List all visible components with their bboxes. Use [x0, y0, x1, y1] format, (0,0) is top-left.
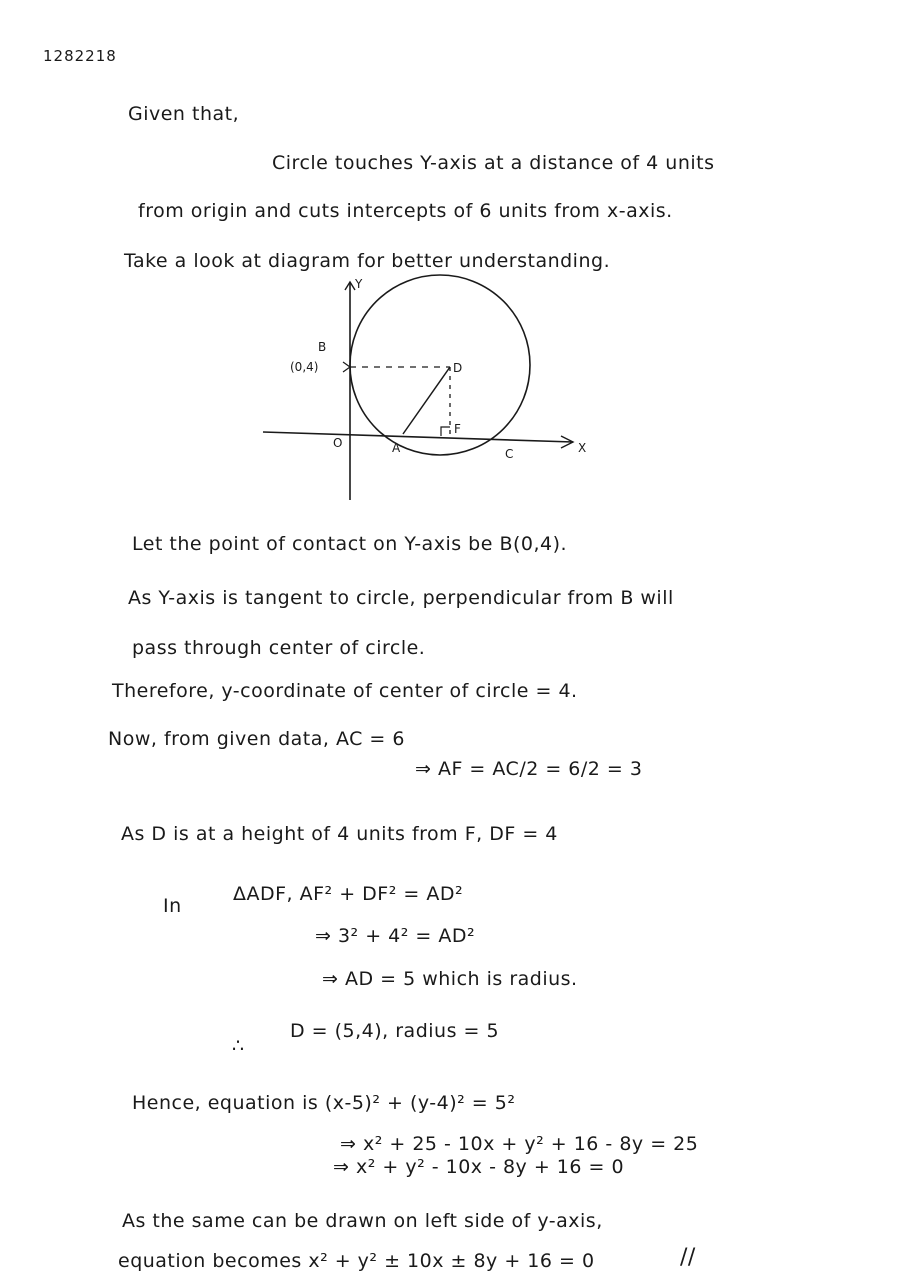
solution-line-8: ΔADF, AF² + DF² = AD²	[233, 883, 464, 905]
point-c-label: C	[505, 447, 514, 461]
therefore-symbol: ∴	[232, 1035, 245, 1057]
x-axis-label: X	[578, 441, 587, 455]
solution-line-15: As the same can be drawn on left side of y-axis,	[122, 1210, 603, 1232]
solution-line-9: ⇒ 3² + 4² = AD²	[315, 925, 476, 947]
point-b-coordinates: (0,4)	[290, 360, 319, 374]
solution-line-12: Hence, equation is (x-5)² + (y-4)² = 5²	[132, 1092, 516, 1114]
solution-line-11: D = (5,4), radius = 5	[290, 1020, 500, 1042]
given-line-3: Take a look at diagram for better understanding.	[124, 250, 611, 272]
segment-ad	[403, 367, 450, 434]
point-a-label: A	[392, 441, 401, 455]
y-axis-label: Y	[355, 277, 363, 291]
solution-line-10: ⇒ AD = 5 which is radius.	[322, 968, 578, 990]
solution-line-1: Let the point of contact on Y-axis be B(0,4).	[132, 533, 568, 555]
solution-line-4: Therefore, y-coordinate of center of circle = 4.	[112, 680, 578, 702]
solution-line-6: ⇒ AF = AC/2 = 6/2 = 3	[415, 758, 643, 780]
given-line-1: Circle touches Y-axis at a distance of 4 units	[272, 152, 715, 174]
completion-mark: //	[680, 1245, 696, 1270]
origin-label: O	[333, 436, 343, 450]
solution-line-3: pass through center of circle.	[132, 637, 426, 659]
point-f-label: F	[454, 422, 461, 436]
solution-line-14: ⇒ x² + y² - 10x - 8y + 16 = 0	[333, 1156, 625, 1178]
circle-diagram	[255, 270, 615, 505]
right-angle-marker	[441, 427, 450, 436]
solution-in-label: In	[163, 895, 182, 917]
solution-line-2: As Y-axis is tangent to circle, perpendicular from B will	[128, 587, 674, 609]
final-equation: equation becomes x² + y² ± 10x ± 8y + 16 = 0	[118, 1250, 595, 1272]
point-b-label: B	[318, 340, 327, 354]
x-axis-line	[263, 432, 573, 442]
point-d-label: D	[453, 361, 463, 375]
document-id: 1282218	[43, 47, 117, 65]
point-b-marker	[343, 362, 350, 372]
given-heading: Given that,	[128, 103, 240, 125]
given-line-2: from origin and cuts intercepts of 6 units from x-axis.	[138, 200, 673, 222]
solution-line-5: Now, from given data, AC = 6	[108, 728, 405, 750]
solution-line-13: ⇒ x² + 25 - 10x + y² + 16 - 8y = 25	[340, 1133, 699, 1155]
circle-shape	[350, 275, 530, 455]
solution-line-7: As D is at a height of 4 units from F, DF = 4	[121, 823, 558, 845]
